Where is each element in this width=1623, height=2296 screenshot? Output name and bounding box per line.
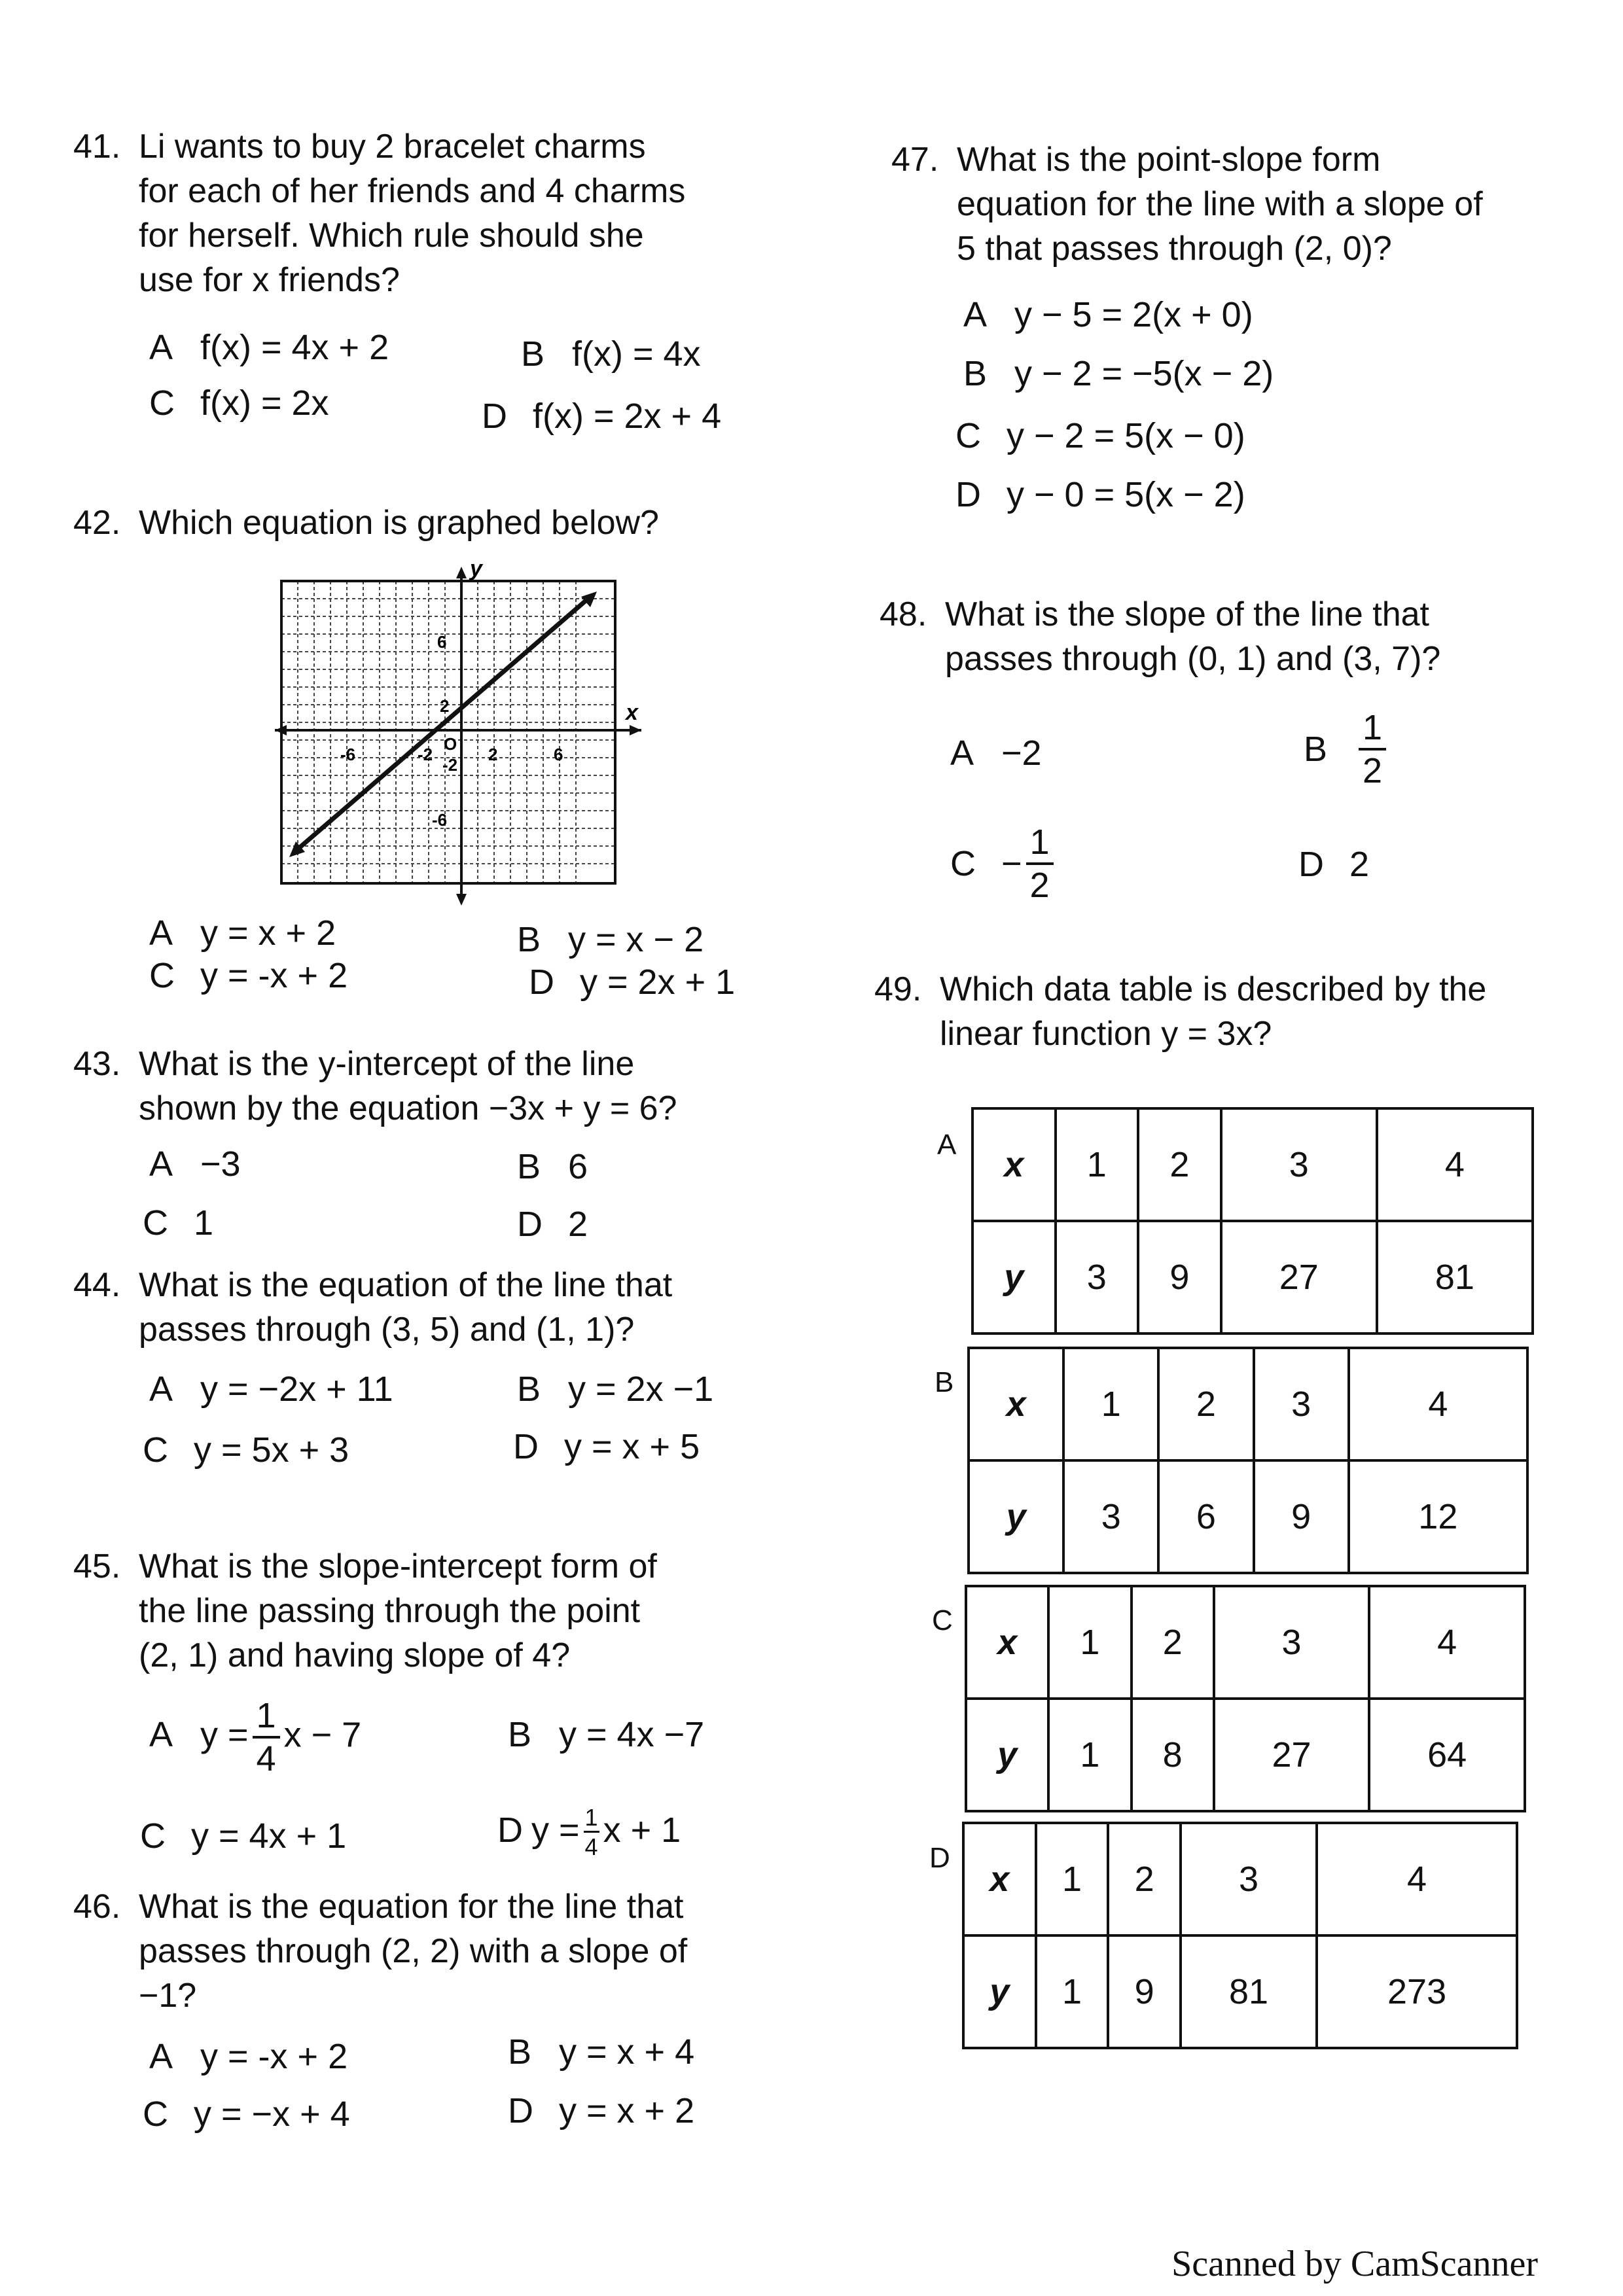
- option-47-b[interactable]: B y − 2 = −5(x − 2): [963, 354, 1274, 393]
- option-44-c[interactable]: C y = 5x + 3: [143, 1430, 349, 1470]
- option-41-c[interactable]: C f(x) = 2x: [149, 383, 329, 423]
- option-47-d[interactable]: D y − 0 = 5(x − 2): [955, 475, 1245, 514]
- fraction: $\frac{1}{4}$: [584, 1804, 598, 1860]
- table-row: [963, 1823, 1517, 1935]
- option-48-d[interactable]: D 2: [1298, 845, 1370, 884]
- option-47-c[interactable]: C y − 2 = 5(x − 0): [955, 416, 1245, 455]
- option-46-d[interactable]: D y = x + 2: [508, 2091, 695, 2130]
- question-stem: What is the slope of the line that passes through (0, 1) and (3, 7)?: [945, 595, 1441, 678]
- table-cell: 1: [1056, 1108, 1139, 1221]
- option-45-c[interactable]: C y = 4x + 1: [140, 1816, 347, 1856]
- y-axis-top-arrow: [456, 567, 467, 578]
- question-number: 45.: [73, 1547, 121, 1585]
- option-43-a[interactable]: A −3: [149, 1144, 241, 1184]
- question-number: 43.: [73, 1045, 121, 1083]
- tick-label: -2: [418, 745, 433, 764]
- table-cell: 8: [1132, 1699, 1214, 1811]
- option-46-a[interactable]: A y = -x + 2: [149, 2037, 348, 2076]
- question-stem: Li wants to buy 2 bracelet charms for each of her friends and 4 charms for herself. Which rule should she use for x friends?: [139, 128, 686, 299]
- coordinate-graph: [275, 563, 641, 910]
- option-42-d[interactable]: D y = 2x + 1: [529, 963, 736, 1002]
- table-header-cell: y: [969, 1460, 1063, 1573]
- table-cell: 4: [1349, 1348, 1527, 1460]
- table-cell: 2: [1158, 1348, 1253, 1460]
- tick-label: 2: [488, 745, 498, 764]
- table-cell: 27: [1221, 1221, 1377, 1333]
- table-cell: 2: [1132, 1586, 1214, 1699]
- table-cell: 1: [1036, 1823, 1109, 1935]
- table-row: [972, 1108, 1533, 1221]
- table-cell: 4: [1377, 1108, 1533, 1221]
- option-42-c[interactable]: C y = -x + 2: [149, 956, 348, 995]
- option-48-a[interactable]: A −2: [950, 733, 1042, 773]
- tick-label: 2: [440, 696, 450, 716]
- table-row: [969, 1348, 1527, 1460]
- table-cell: 12: [1349, 1460, 1527, 1573]
- table-cell: 3: [1181, 1823, 1317, 1935]
- question-stem: What is the slope-intercept form of the line passing through the point (2, 1) and having slope of 4?: [139, 1547, 657, 1674]
- table-header-cell: x: [972, 1108, 1056, 1221]
- table-cell: 1: [1048, 1586, 1131, 1699]
- question-number: 49.: [874, 970, 922, 1008]
- table-cell: 27: [1214, 1699, 1370, 1811]
- table-cell: 2: [1108, 1823, 1181, 1935]
- data-table-c[interactable]: [965, 1585, 1526, 1812]
- table-letter-d[interactable]: D: [929, 1842, 950, 1874]
- question-number: 46.: [73, 1888, 121, 1926]
- table-letter-b[interactable]: B: [935, 1366, 954, 1398]
- table-cell: 3: [1056, 1221, 1139, 1333]
- fraction: $\frac{1}{2}$: [1359, 710, 1386, 788]
- question-number: 42.: [73, 504, 121, 542]
- table-row: [966, 1586, 1525, 1699]
- option-41-b[interactable]: B f(x) = 4x: [521, 334, 701, 374]
- question-stem: Which equation is graphed below?: [139, 504, 659, 542]
- table-cell: 81: [1181, 1935, 1317, 2048]
- option-41-a[interactable]: A f(x) = 4x + 2: [149, 328, 389, 367]
- question-number: 44.: [73, 1266, 121, 1304]
- fraction: $\frac{1}{2}$: [1026, 824, 1054, 903]
- x-axis-label: x: [626, 700, 638, 725]
- table-header-cell: x: [963, 1823, 1036, 1935]
- option-45-a[interactable]: A y = $\frac{1}{4}$ x − 7: [149, 1696, 362, 1778]
- option-45-d[interactable]: D y = $\frac{1}{4}$ x + 1: [497, 1804, 681, 1860]
- graph-frame: [281, 581, 615, 883]
- table-row: [972, 1221, 1533, 1333]
- table-cell: 9: [1108, 1935, 1181, 2048]
- option-43-d[interactable]: D 2: [517, 1205, 588, 1244]
- table-cell: 1: [1036, 1935, 1109, 2048]
- option-45-b[interactable]: B y = 4x −7: [508, 1715, 705, 1754]
- table-header-cell: y: [966, 1699, 1048, 1811]
- option-44-d[interactable]: D y = x + 5: [513, 1427, 700, 1466]
- table-cell: 1: [1063, 1348, 1158, 1460]
- table-cell: 3: [1214, 1586, 1370, 1699]
- table-cell: 4: [1369, 1586, 1525, 1699]
- option-44-a[interactable]: A y = −2x + 11: [149, 1369, 393, 1409]
- option-47-a[interactable]: A y − 5 = 2(x + 0): [963, 295, 1253, 334]
- option-41-d[interactable]: D f(x) = 2x + 4: [482, 397, 722, 436]
- table-cell: 4: [1317, 1823, 1517, 1935]
- tick-label: 6: [554, 745, 563, 764]
- question-stem: What is the point-slope form equation for the line with a slope of 5 that passes through (2, 0)?: [957, 141, 1483, 268]
- option-42-b[interactable]: B y = x − 2: [517, 920, 704, 959]
- tick-label: -2: [442, 755, 458, 775]
- y-axis-label: y: [470, 563, 482, 581]
- table-cell: 6: [1158, 1460, 1253, 1573]
- x-axis-right-arrow: [630, 725, 641, 735]
- table-letter-a[interactable]: A: [937, 1129, 957, 1161]
- table-row: [963, 1935, 1517, 2048]
- table-row: [966, 1699, 1525, 1811]
- question-number: 41.: [73, 128, 121, 166]
- table-header-cell: x: [969, 1348, 1063, 1460]
- table-header-cell: x: [966, 1586, 1048, 1699]
- option-43-b[interactable]: B 6: [517, 1147, 588, 1186]
- table-cell: 3: [1254, 1348, 1349, 1460]
- table-cell: 81: [1377, 1221, 1533, 1333]
- table-cell: 9: [1254, 1460, 1349, 1573]
- question-stem: What is the equation for the line that passes through (2, 2) with a slope of −1?: [139, 1888, 688, 2015]
- table-row: [969, 1460, 1527, 1573]
- table-cell: 64: [1369, 1699, 1525, 1811]
- table-cell: 9: [1138, 1221, 1221, 1333]
- question-stem: What is the y-intercept of the line shown by the equation −3x + y = 6?: [139, 1045, 677, 1127]
- table-letter-c[interactable]: C: [932, 1604, 953, 1636]
- tick-label: 6: [437, 632, 447, 652]
- option-48-c[interactable]: C − $\frac{1}{2}$: [950, 824, 1058, 903]
- grid: [281, 581, 615, 883]
- question-number: 47.: [891, 141, 939, 179]
- fraction: $\frac{1}{4}$: [253, 1698, 280, 1776]
- option-44-b[interactable]: B y = 2x −1: [517, 1369, 714, 1409]
- y-axis-bottom-arrow: [456, 894, 467, 906]
- data-table-b[interactable]: [967, 1347, 1529, 1574]
- option-48-b[interactable]: B $\frac{1}{2}$: [1304, 710, 1390, 788]
- option-46-c[interactable]: C y = −x + 4: [143, 2094, 350, 2134]
- tick-label: -6: [432, 810, 448, 830]
- table-header-cell: y: [972, 1221, 1056, 1333]
- question-stem: What is the equation of the line that passes through (3, 5) and (1, 1)?: [139, 1266, 673, 1349]
- option-42-a[interactable]: A y = x + 2: [149, 913, 336, 953]
- tick-label: -6: [340, 745, 356, 764]
- option-46-b[interactable]: B y = x + 4: [508, 2032, 695, 2072]
- table-cell: 273: [1317, 1935, 1517, 2048]
- question-stem: Which data table is described by the linear function y = 3x?: [940, 970, 1487, 1053]
- table-cell: 3: [1221, 1108, 1377, 1221]
- table-header-cell: y: [963, 1935, 1036, 2048]
- origin-label: O: [444, 734, 457, 754]
- table-cell: 1: [1048, 1699, 1131, 1811]
- table-cell: 2: [1138, 1108, 1221, 1221]
- scanner-watermark: Scanned by CamScanner: [1171, 2244, 1538, 2284]
- option-43-c[interactable]: C 1: [143, 1203, 214, 1243]
- table-cell: 3: [1063, 1460, 1158, 1573]
- data-table-d[interactable]: [962, 1822, 1518, 2049]
- question-number: 48.: [880, 595, 927, 633]
- data-table-a[interactable]: [971, 1107, 1534, 1335]
